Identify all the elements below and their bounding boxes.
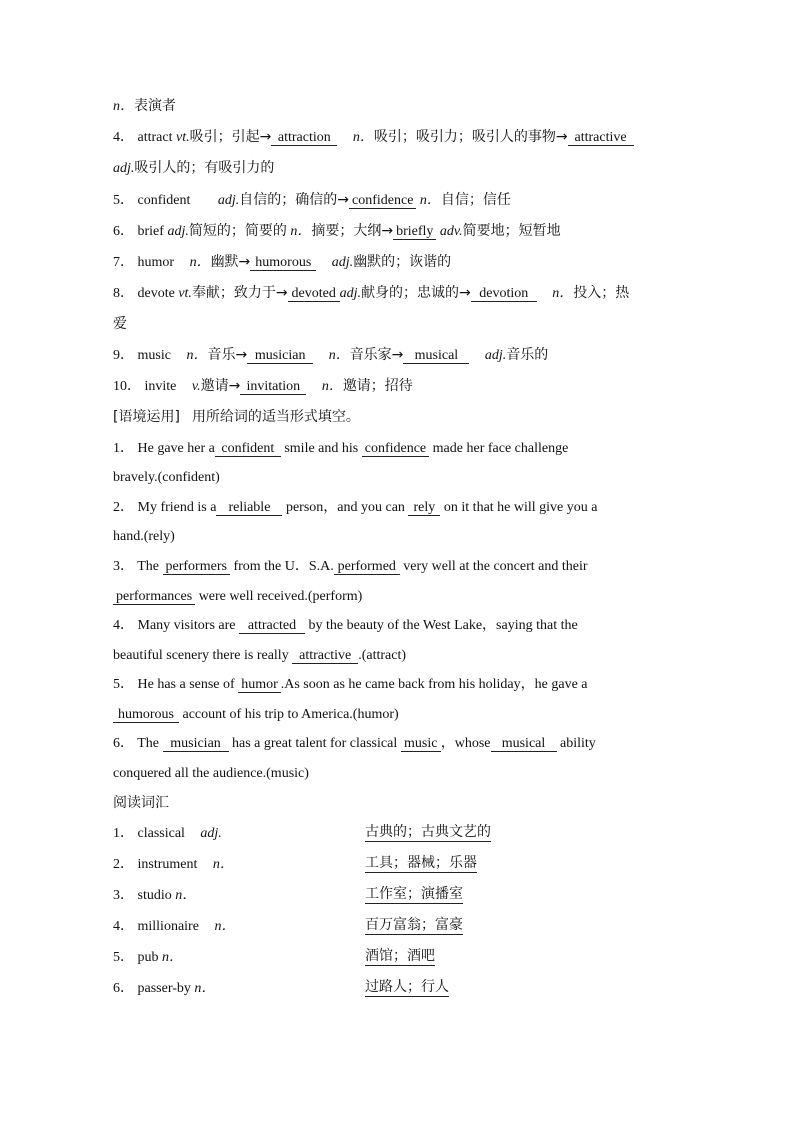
exercise-3-line-1 xyxy=(113,557,588,577)
chinese-meaning: 音乐家→ xyxy=(349,347,404,363)
item-number: 6． xyxy=(113,981,134,996)
pos-label: adj. xyxy=(484,348,507,363)
reading-heading: 阅读词汇 xyxy=(113,795,169,811)
chinese-meaning: 音乐→ xyxy=(207,347,248,363)
reading-item-4 xyxy=(113,917,683,937)
instruction-text: 用所给词的适当形式填空。 xyxy=(191,409,360,425)
exercise-text: ，whose xyxy=(440,736,491,751)
pos-label: n． xyxy=(290,224,312,239)
chinese-meaning: 奉献；致力于→ xyxy=(191,285,288,301)
chinese-meaning: 自信的；确信的→ xyxy=(239,192,349,208)
blank-answer: performances xyxy=(113,589,195,605)
blank-answer: attraction xyxy=(271,130,337,146)
item-number: 5． xyxy=(113,193,134,208)
exercise-text: were well received.(perform) xyxy=(198,589,363,604)
reading-meaning: 工具；器械；乐器 xyxy=(365,855,477,871)
pos-label: adj. xyxy=(217,193,240,208)
blank-answer: devoted xyxy=(288,286,340,302)
vocab-line-performer-tail xyxy=(113,96,176,117)
chinese-meaning: 音乐的 xyxy=(506,347,549,363)
chinese-meaning: 简要地；短暂地 xyxy=(462,223,561,239)
reading-item-6 xyxy=(113,979,683,999)
blank-answer: invitation xyxy=(240,379,306,395)
chinese-meaning: 投入；热 xyxy=(573,285,630,301)
item-number: 3． xyxy=(113,888,134,903)
exercise-text: beautiful scenery there is really xyxy=(113,648,289,663)
exercise-text: The xyxy=(137,736,160,751)
exercise-text: from the U．S.A. xyxy=(233,559,334,574)
headword: invite xyxy=(144,379,177,394)
vocab-line-devote xyxy=(113,283,629,304)
item-number: 6． xyxy=(113,736,134,751)
chinese-meaning: 吸引；引起→ xyxy=(189,129,272,145)
exercise-2-line-1 xyxy=(113,498,598,518)
pos-label: adj. xyxy=(200,826,222,841)
exercise-text: account of his trip to America.(humor) xyxy=(182,707,399,722)
reading-item-2 xyxy=(113,855,683,875)
reading-meaning: 酒馆；酒吧 xyxy=(365,948,435,964)
pos-label: adj. xyxy=(167,224,189,239)
vocab-line-attract xyxy=(113,127,634,148)
headword: confident xyxy=(137,193,191,208)
item-number: 9． xyxy=(113,348,134,363)
blank-answer: music xyxy=(401,736,441,752)
exercise-6-line-2 xyxy=(113,764,309,784)
exercise-text: .As soon as he came back from his holiday，he gave a xyxy=(280,677,588,692)
exercise-text: He has a sense of xyxy=(137,677,235,692)
exercise-1-line-2 xyxy=(113,468,220,488)
exercise-text: made her face challenge xyxy=(432,441,569,456)
pos-label: n． xyxy=(189,255,211,270)
blank-answer: humorous xyxy=(250,255,316,271)
blank-answer: musician xyxy=(163,736,229,752)
exercise-4-line-2 xyxy=(113,646,406,666)
exercise-5-line-2 xyxy=(113,705,399,725)
chinese-meaning: 邀请；招待 xyxy=(342,378,413,394)
blank-answer: confidence xyxy=(349,193,416,209)
item-number: 8． xyxy=(113,286,134,301)
exercise-text: on it that he will give you a xyxy=(443,500,598,515)
pos-label: adj. xyxy=(339,286,362,301)
exercise-1-line-1 xyxy=(113,439,568,459)
exercise-4-line-1 xyxy=(113,616,578,636)
section-heading: [语境运用] xyxy=(113,409,180,425)
item-number: 4． xyxy=(113,130,134,145)
exercise-2-line-2 xyxy=(113,527,175,547)
context-heading-line xyxy=(113,407,360,428)
pos-label: vt. xyxy=(175,130,190,145)
vocab-line-devote-cont xyxy=(113,314,127,335)
vocab-line-music xyxy=(113,345,548,366)
blank-answer: attractive xyxy=(292,648,358,664)
headword: music xyxy=(137,348,171,363)
chinese-meaning: 幽默的；诙谐的 xyxy=(353,254,452,270)
pos-label: adj. xyxy=(331,255,354,270)
pos-label: n． xyxy=(214,919,236,934)
headword: humor xyxy=(137,255,175,270)
pos-label: n． xyxy=(328,348,350,363)
item-number: 2． xyxy=(113,857,134,872)
pos-label: n． xyxy=(175,888,197,903)
blank-answer: musical xyxy=(403,348,469,364)
exercise-text: Many visitors are xyxy=(137,618,236,633)
reading-item-3 xyxy=(113,886,683,906)
vocab-line-attract-cont xyxy=(113,158,274,179)
blank-answer: reliable xyxy=(216,500,282,516)
blank-answer: musician xyxy=(247,348,313,364)
blank-answer: confident xyxy=(215,441,281,457)
blank-answer: performers xyxy=(163,559,230,575)
chinese-meaning: 摘要；大纲→ xyxy=(311,223,394,239)
exercise-text: The xyxy=(137,559,160,574)
item-number: 7． xyxy=(113,255,134,270)
headword: millionaire xyxy=(137,919,199,934)
exercise-text: conquered all the audience.(music) xyxy=(113,766,309,781)
blank-answer: musical xyxy=(491,736,557,752)
vocab-line-confident xyxy=(113,190,511,211)
pos-label: n． xyxy=(113,99,134,114)
chinese-meaning: 邀请→ xyxy=(200,378,241,394)
item-number: 6． xyxy=(113,224,134,239)
blank-answer: devotion xyxy=(471,286,537,302)
vocab-line-invite xyxy=(113,376,413,397)
reading-meaning: 过路人；行人 xyxy=(365,979,449,995)
blank-answer: performed xyxy=(334,559,400,575)
pos-label: adj. xyxy=(113,161,135,176)
pos-label: n． xyxy=(352,130,374,145)
exercise-5-line-1 xyxy=(113,675,588,695)
pos-label: v. xyxy=(191,379,201,394)
exercise-text: ability xyxy=(560,736,596,751)
exercise-3-line-2 xyxy=(113,587,362,607)
exercise-6-line-1 xyxy=(113,734,596,754)
blank-answer: attractive xyxy=(568,130,634,146)
pos-label: n． xyxy=(186,348,208,363)
reading-meaning: 古典的；古典文艺的 xyxy=(365,824,491,840)
headword: classical xyxy=(137,826,185,841)
item-number: 3． xyxy=(113,559,134,574)
item-number: 2． xyxy=(113,500,134,515)
exercise-text: has a great talent for classical xyxy=(232,736,398,751)
chinese-meaning: 幽默→ xyxy=(210,254,251,270)
blank-answer: rely xyxy=(408,500,440,516)
headword: passer-by xyxy=(137,981,191,996)
exercise-text: by the beauty of the West Lake，saying that the xyxy=(308,618,578,633)
exercise-text: person，and you can xyxy=(285,500,405,515)
headword: attract xyxy=(137,130,173,145)
exercise-text: .(attract) xyxy=(358,648,406,663)
item-number: 4． xyxy=(113,618,134,633)
pos-label: n． xyxy=(321,379,343,394)
pos-label: n． xyxy=(194,981,216,996)
chinese-meaning: 爱 xyxy=(113,316,127,332)
headword: studio xyxy=(137,888,172,903)
chinese-meaning: 吸引；吸引力；吸引人的事物→ xyxy=(373,129,568,145)
headword: instrument xyxy=(137,857,198,872)
exercise-text: He gave her a xyxy=(137,441,215,456)
reading-item-5 xyxy=(113,948,683,968)
item-number: 5． xyxy=(113,677,134,692)
exercise-text: smile and his xyxy=(284,441,359,456)
vocab-line-brief xyxy=(113,221,561,242)
pos-label: vt. xyxy=(178,286,192,301)
headword: devote xyxy=(137,286,175,301)
exercise-text: My friend is a xyxy=(137,500,217,515)
item-number: 4． xyxy=(113,919,134,934)
item-number: 1． xyxy=(113,826,134,841)
exercise-text: bravely.(confident) xyxy=(113,470,220,485)
vocab-line-humor xyxy=(113,252,451,273)
blank-answer: humor xyxy=(238,677,281,693)
blank-answer: humorous xyxy=(113,707,179,723)
item-number: 10． xyxy=(113,379,141,394)
exercise-text: hand.(rely) xyxy=(113,529,175,544)
pos-label: adv. xyxy=(439,224,463,239)
pos-label: n． xyxy=(419,193,441,208)
chinese-meaning: 自信；信任 xyxy=(440,192,511,208)
headword: pub xyxy=(137,950,159,965)
chinese-meaning: 表演者 xyxy=(134,98,176,114)
blank-answer: confidence xyxy=(362,441,429,457)
blank-answer: attracted xyxy=(239,618,305,634)
headword: brief xyxy=(137,224,164,239)
pos-label: n． xyxy=(212,857,234,872)
chinese-meaning: 吸引人的；有吸引力的 xyxy=(134,160,275,176)
blank-answer: briefly xyxy=(393,224,436,240)
chinese-meaning: 简短的；简要的 xyxy=(188,223,287,239)
chinese-meaning: 献身的；忠诚的→ xyxy=(361,285,471,301)
reading-meaning: 百万富翁；富豪 xyxy=(365,917,463,933)
item-number: 5． xyxy=(113,950,134,965)
item-number: 1． xyxy=(113,441,134,456)
pos-label: n． xyxy=(162,950,183,965)
pos-label: n． xyxy=(552,286,574,301)
reading-item-1 xyxy=(113,824,683,844)
exercise-text: very well at the concert and their xyxy=(403,559,588,574)
reading-meaning: 工作室；演播室 xyxy=(365,886,463,902)
